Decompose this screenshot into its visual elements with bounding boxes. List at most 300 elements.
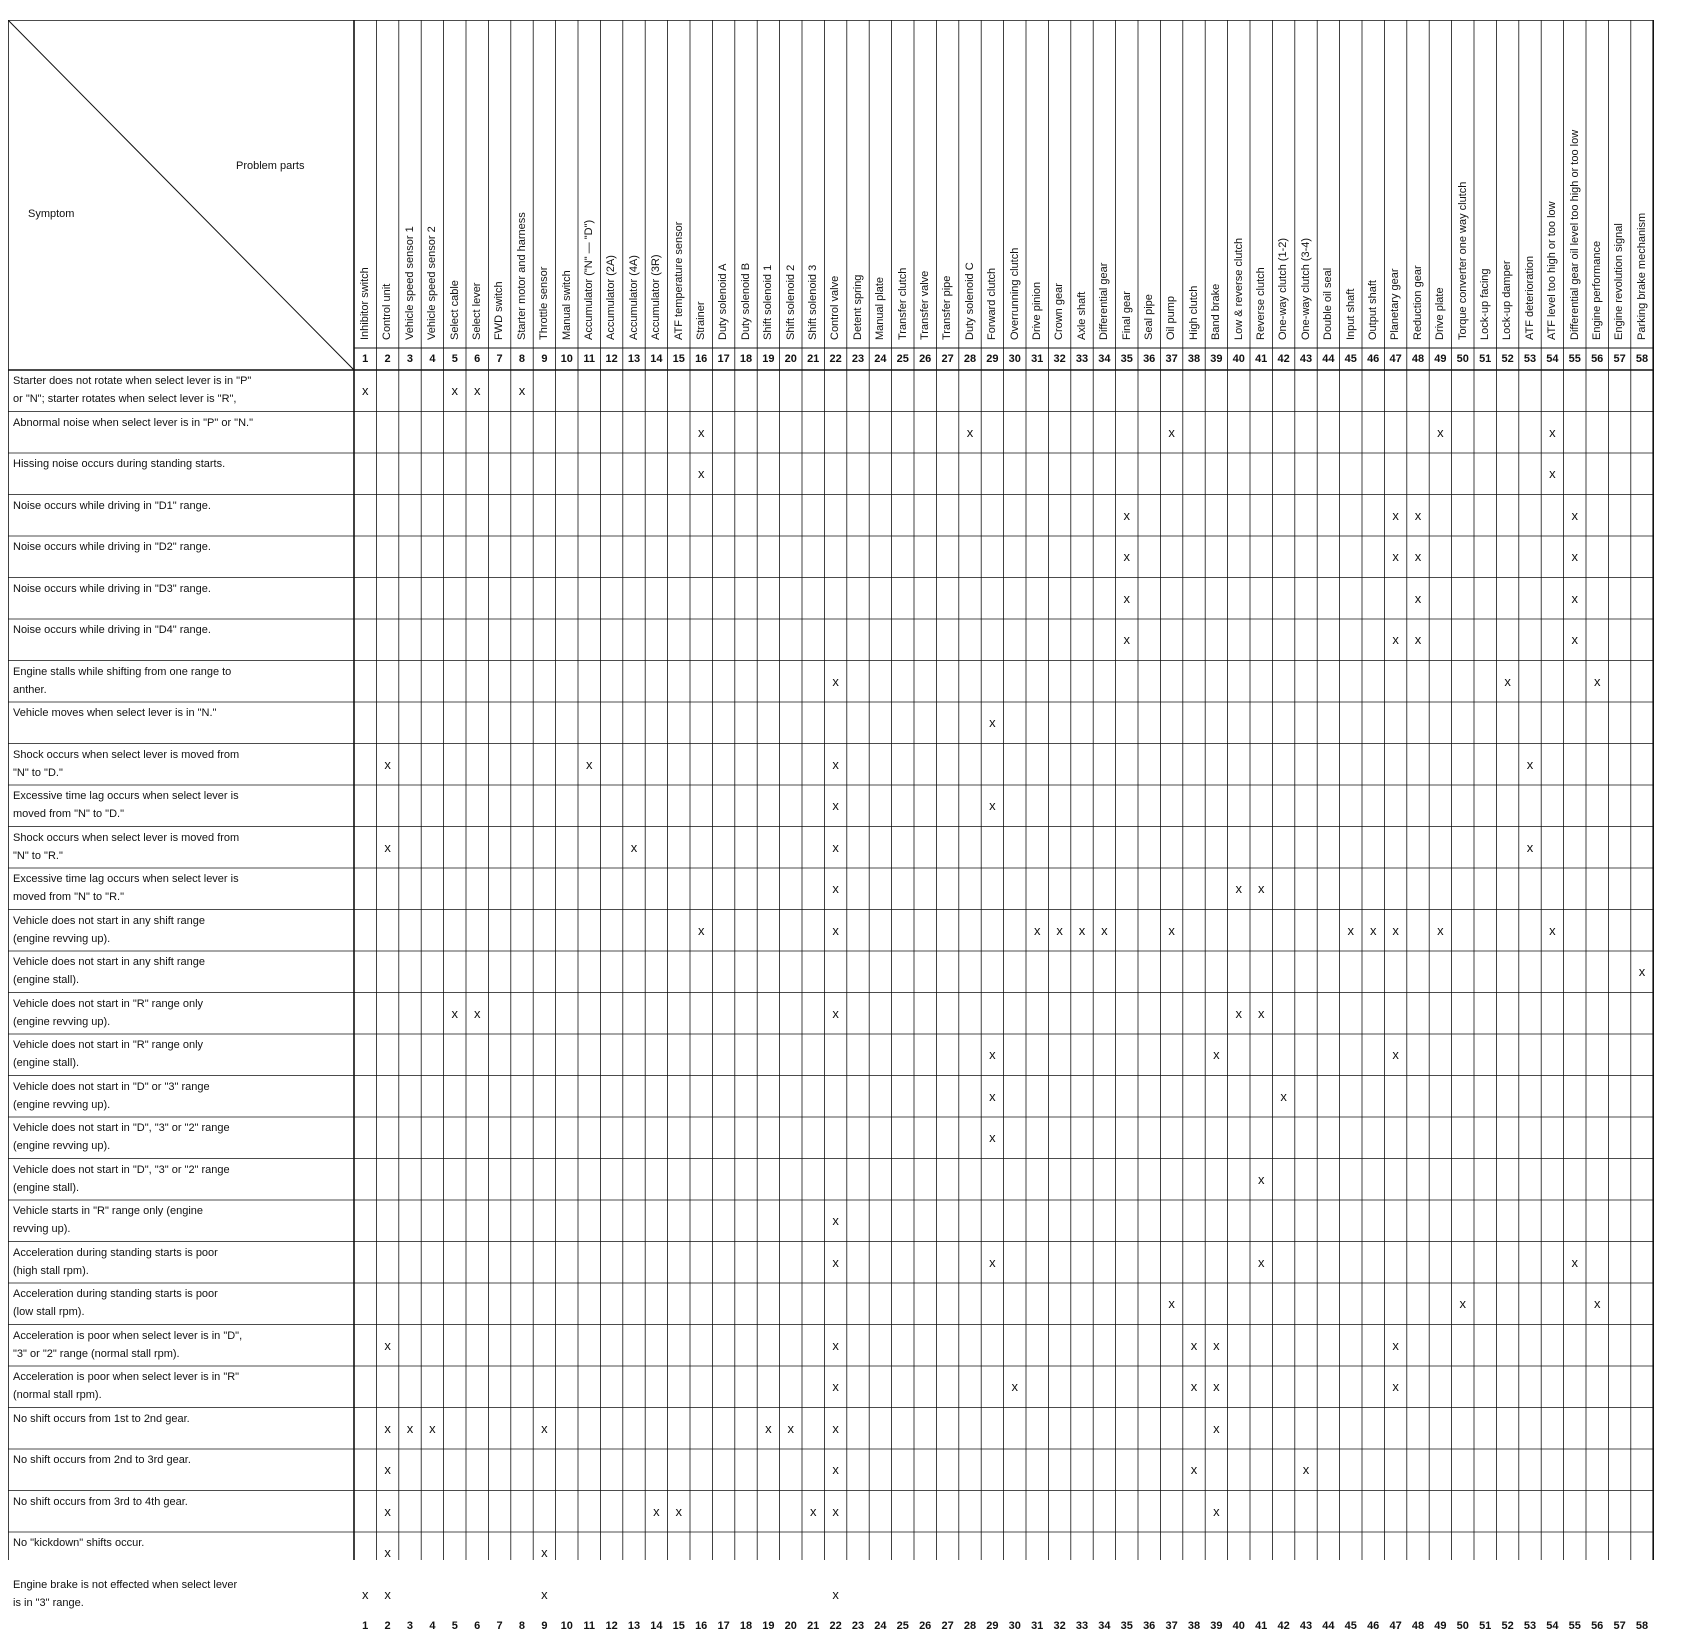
part-name: Select cable bbox=[448, 280, 461, 340]
part-name: Duty solenoid A bbox=[717, 263, 730, 340]
symptom-header: Symptom bbox=[28, 208, 75, 220]
cause-mark: x bbox=[989, 798, 996, 813]
cause-mark: x bbox=[518, 383, 526, 398]
part-name: FWD switch bbox=[493, 281, 506, 340]
cause-mark: x bbox=[1168, 922, 1175, 938]
part-name: ATF temperature sensor bbox=[672, 221, 685, 340]
column-number: 47 bbox=[1389, 353, 1402, 365]
cause-mark: x bbox=[1526, 756, 1534, 772]
footer-column-number: 34 bbox=[1098, 1620, 1111, 1632]
part-name: Input shaft bbox=[1344, 288, 1357, 340]
column-number: 58 bbox=[1635, 353, 1649, 365]
footer-column-number: 37 bbox=[1165, 1620, 1178, 1632]
symptom-text: No "kickdown" shifts occur. bbox=[13, 1537, 145, 1549]
cause-mark: x bbox=[1571, 549, 1579, 564]
column-number: 33 bbox=[1075, 353, 1089, 365]
footer-column-number: 53 bbox=[1523, 1620, 1537, 1632]
part-name: Differential gear oil level too high or too low bbox=[1568, 129, 1581, 340]
cause-mark: x bbox=[585, 756, 593, 772]
footer-column-number: 10 bbox=[560, 1620, 573, 1632]
symptom-text: Noise occurs while driving in "D3" range. bbox=[13, 582, 211, 595]
cause-mark: x bbox=[1302, 1462, 1310, 1477]
cause-mark: x bbox=[1392, 922, 1399, 938]
cause-mark: x bbox=[1459, 1296, 1467, 1311]
column-number: 9 bbox=[541, 353, 548, 365]
footer-column-number: 38 bbox=[1187, 1620, 1201, 1632]
cause-mark: x bbox=[473, 383, 481, 398]
cause-mark: x bbox=[1392, 632, 1399, 647]
part-name: Detent spring bbox=[851, 274, 864, 340]
cause-mark: x bbox=[1190, 1462, 1198, 1477]
symptom-text: Vehicle starts in "R" range only (engine revving up). bbox=[13, 1205, 204, 1235]
footer-column-number: 58 bbox=[1635, 1620, 1649, 1632]
cause-mark: x bbox=[1101, 922, 1108, 938]
cause-mark: x bbox=[1257, 881, 1265, 896]
part-name: Final gear bbox=[1120, 291, 1133, 340]
part-name: ATF level too high or too low bbox=[1546, 201, 1559, 340]
cause-mark: x bbox=[384, 756, 391, 772]
cause-mark: x bbox=[1571, 590, 1579, 606]
footer-column-number: 22 bbox=[829, 1620, 842, 1632]
cause-mark: x bbox=[1056, 922, 1063, 938]
cause-mark: x bbox=[1414, 590, 1422, 606]
footer-column-number: 7 bbox=[496, 1620, 503, 1632]
footer-column-number: 49 bbox=[1434, 1620, 1447, 1632]
cause-mark: x bbox=[832, 839, 839, 855]
column-number: 43 bbox=[1299, 353, 1313, 365]
footer-column-number: 39 bbox=[1210, 1620, 1223, 1632]
column-number: 36 bbox=[1143, 353, 1156, 365]
part-name: Forward clutch bbox=[986, 267, 999, 340]
cause-mark: x bbox=[541, 1586, 548, 1602]
footer-column-number: 41 bbox=[1255, 1620, 1268, 1632]
footer-column-number: 35 bbox=[1120, 1620, 1133, 1632]
cause-mark: x bbox=[989, 1130, 996, 1145]
cause-mark: x bbox=[1347, 922, 1355, 938]
symptom-text: Vehicle does not start in "R" range only (engine revving up). bbox=[13, 997, 204, 1028]
footer-column-number: 33 bbox=[1075, 1620, 1089, 1632]
footer-column-number: 8 bbox=[518, 1620, 526, 1632]
diagnosis-chart bbox=[8, 20, 1678, 1632]
column-number: 24 bbox=[874, 353, 887, 365]
column-number: 53 bbox=[1523, 353, 1537, 365]
cause-mark: x bbox=[1078, 922, 1086, 938]
column-number: 34 bbox=[1098, 353, 1111, 365]
cause-mark: x bbox=[653, 1503, 660, 1519]
part-name: Oil pump bbox=[1165, 295, 1178, 340]
cause-mark: x bbox=[1033, 922, 1041, 938]
cause-mark: x bbox=[1392, 1337, 1399, 1353]
footer-column-number: 12 bbox=[605, 1620, 618, 1632]
part-name: Manual switch bbox=[560, 270, 573, 340]
column-number: 54 bbox=[1546, 353, 1559, 365]
part-name: Inhibitor switch bbox=[359, 267, 371, 340]
part-name: Double oil seal bbox=[1322, 267, 1335, 340]
symptom-text: Excessive time lag occurs when select lever is moved from "N" to "D." bbox=[13, 790, 239, 820]
column-number: 20 bbox=[784, 353, 797, 365]
footer-column-number: 52 bbox=[1501, 1620, 1514, 1632]
cause-mark: x bbox=[832, 1005, 839, 1021]
part-name: Parking brake mechanism bbox=[1635, 212, 1648, 340]
cause-mark: x bbox=[832, 1420, 839, 1436]
cause-mark: x bbox=[1213, 1420, 1220, 1436]
part-name: Starter motor and harness bbox=[515, 212, 528, 340]
column-number: 12 bbox=[605, 353, 618, 365]
cause-mark: x bbox=[1123, 632, 1131, 647]
symptom-text: Starter does not rotate when select lever is in "P" or "N"; starter rotates when select lever is "R", bbox=[13, 375, 252, 405]
part-name: Lock-up facing bbox=[1479, 268, 1491, 340]
symptom-text: Acceleration is poor when select lever is in "R" (normal stall rpm). bbox=[13, 1371, 240, 1401]
cause-mark: x bbox=[361, 1586, 369, 1602]
footer-column-number: 2 bbox=[384, 1620, 391, 1632]
cause-mark: x bbox=[1168, 1296, 1175, 1311]
footer-column-number: 1 bbox=[362, 1620, 369, 1632]
part-name: Control valve bbox=[829, 275, 842, 340]
cause-mark: x bbox=[832, 1379, 839, 1394]
cause-mark: x bbox=[1213, 1503, 1220, 1519]
cause-mark: x bbox=[832, 1213, 839, 1228]
part-name: Output shaft bbox=[1367, 280, 1379, 340]
column-number: 19 bbox=[762, 353, 775, 365]
footer-column-number: 43 bbox=[1299, 1620, 1313, 1632]
symptom-text: Noise occurs while driving in "D4" range. bbox=[13, 624, 211, 636]
column-number: 1 bbox=[362, 353, 369, 365]
part-name: Planetary gear bbox=[1389, 268, 1402, 340]
column-number: 7 bbox=[496, 353, 503, 365]
cause-mark: x bbox=[832, 798, 839, 813]
cause-mark: x bbox=[832, 756, 839, 772]
column-number: 38 bbox=[1187, 353, 1201, 365]
part-name: Overrunning clutch bbox=[1008, 247, 1021, 340]
symptom-text: Acceleration during standing starts is poor (high stall rpm). bbox=[13, 1246, 218, 1277]
part-name: Drive plate bbox=[1434, 287, 1447, 340]
footer-column-number: 31 bbox=[1031, 1620, 1044, 1632]
cause-mark: x bbox=[989, 1254, 996, 1270]
footer-column-number: 11 bbox=[583, 1620, 596, 1632]
header-diagonal bbox=[8, 20, 354, 370]
cause-mark: x bbox=[1392, 507, 1399, 523]
column-number: 16 bbox=[695, 353, 708, 365]
footer-column-number: 28 bbox=[963, 1620, 977, 1632]
footer-column-number: 19 bbox=[762, 1620, 775, 1632]
cause-mark: x bbox=[1280, 1088, 1287, 1104]
part-name: Reduction gear bbox=[1411, 265, 1424, 340]
cause-mark: x bbox=[765, 1420, 772, 1436]
cause-mark: x bbox=[1549, 424, 1556, 440]
cause-mark: x bbox=[832, 1462, 839, 1477]
cause-mark: x bbox=[832, 1586, 839, 1602]
column-number: 56 bbox=[1591, 353, 1604, 365]
problem-parts-header: Problem parts bbox=[236, 160, 305, 172]
symptom-text: Engine stalls while shifting from one range to anther. bbox=[13, 665, 232, 696]
cause-mark: x bbox=[1392, 1047, 1399, 1062]
cause-mark: x bbox=[541, 1545, 548, 1560]
column-number: 31 bbox=[1031, 353, 1044, 365]
part-name: Band brake bbox=[1210, 283, 1223, 340]
cause-mark: x bbox=[1190, 1379, 1198, 1394]
cause-mark: x bbox=[384, 1462, 391, 1477]
column-number: 28 bbox=[963, 353, 977, 365]
cause-mark: x bbox=[1123, 549, 1131, 564]
symptom-text: Vehicle does not start in any shift range (engine stall). bbox=[13, 956, 206, 986]
column-number: 41 bbox=[1255, 353, 1268, 365]
footer-column-number: 54 bbox=[1546, 1620, 1559, 1632]
symptom-text: Shock occurs when select lever is moved from "N" to "D." bbox=[13, 748, 240, 779]
part-name: Seal pipe bbox=[1143, 294, 1155, 340]
cause-mark: x bbox=[989, 1047, 996, 1062]
cause-mark: x bbox=[1504, 673, 1511, 689]
footer-column-number: 56 bbox=[1591, 1620, 1604, 1632]
cause-mark: x bbox=[1437, 922, 1444, 938]
part-name: Reverse clutch bbox=[1255, 267, 1267, 340]
footer-column-number: 3 bbox=[406, 1620, 414, 1632]
column-number: 21 bbox=[807, 353, 820, 365]
part-name: Shift solenoid 2 bbox=[784, 264, 797, 340]
cause-mark: x bbox=[832, 922, 839, 938]
cause-mark: x bbox=[697, 424, 705, 440]
cause-mark: x bbox=[1593, 673, 1601, 689]
column-number: 10 bbox=[560, 353, 573, 365]
cause-mark: x bbox=[1638, 964, 1646, 979]
cause-mark: x bbox=[1593, 1296, 1601, 1311]
cause-mark: x bbox=[1011, 1379, 1019, 1394]
cause-mark: x bbox=[675, 1503, 683, 1519]
footer-column-number: 47 bbox=[1389, 1620, 1402, 1632]
cause-mark: x bbox=[451, 383, 459, 398]
column-number: 35 bbox=[1120, 353, 1133, 365]
column-number: 6 bbox=[474, 353, 481, 365]
column-number: 39 bbox=[1210, 353, 1223, 365]
footer-column-number: 50 bbox=[1456, 1620, 1469, 1632]
part-name: Strainer bbox=[695, 301, 707, 340]
footer-column-number: 57 bbox=[1613, 1620, 1626, 1632]
cause-mark: x bbox=[989, 1088, 996, 1104]
part-name: Select lever bbox=[471, 282, 483, 340]
footer-column-number: 55 bbox=[1568, 1620, 1581, 1632]
column-number: 26 bbox=[919, 353, 932, 365]
part-name: Accumulator (4A) bbox=[627, 255, 640, 340]
cause-mark: x bbox=[1190, 1337, 1198, 1353]
footer-column-number: 45 bbox=[1344, 1620, 1357, 1632]
cause-mark: x bbox=[384, 1586, 391, 1602]
column-number: 44 bbox=[1322, 353, 1335, 365]
cause-mark: x bbox=[1437, 424, 1444, 440]
part-name: Axle shaft bbox=[1075, 291, 1088, 340]
column-number: 22 bbox=[829, 353, 842, 365]
column-number: 48 bbox=[1411, 353, 1425, 365]
column-number: 52 bbox=[1501, 353, 1514, 365]
footer-column-number: 44 bbox=[1322, 1620, 1335, 1632]
part-name: Transfer clutch bbox=[896, 267, 909, 340]
footer-column-number: 42 bbox=[1277, 1620, 1290, 1632]
footer-column-number: 20 bbox=[784, 1620, 797, 1632]
symptom-text: Hissing noise occurs during standing starts. bbox=[13, 458, 226, 470]
part-name: Lock-up damper bbox=[1501, 260, 1514, 340]
cause-mark: x bbox=[451, 1005, 459, 1021]
symptom-text: Vehicle does not start in "R" range only (engine stall). bbox=[13, 1039, 204, 1069]
part-name: Drive pinion bbox=[1031, 281, 1043, 340]
footer-column-number: 9 bbox=[541, 1620, 548, 1632]
part-name: Manual plate bbox=[874, 277, 887, 340]
cause-mark: x bbox=[1414, 632, 1422, 647]
part-name: Differential gear bbox=[1098, 262, 1111, 340]
column-number: 30 bbox=[1008, 353, 1021, 365]
cause-mark: x bbox=[1213, 1379, 1220, 1394]
footer-column-number: 48 bbox=[1411, 1620, 1425, 1632]
footer-column-number: 18 bbox=[739, 1620, 753, 1632]
part-name: Crown gear bbox=[1053, 283, 1066, 340]
cause-mark: x bbox=[1526, 839, 1534, 855]
cause-mark: x bbox=[832, 1254, 839, 1270]
column-number: 29 bbox=[986, 353, 999, 365]
cause-mark: x bbox=[1257, 1254, 1265, 1270]
cause-mark: x bbox=[384, 1503, 391, 1519]
column-number: 25 bbox=[896, 353, 909, 365]
cause-mark: x bbox=[1257, 1005, 1265, 1021]
symptom-text: No shift occurs from 2nd to 3rd gear. bbox=[13, 1454, 191, 1466]
cause-mark: x bbox=[1235, 881, 1243, 896]
column-number: 40 bbox=[1232, 353, 1245, 365]
part-name: Accumulator (2A) bbox=[605, 255, 618, 340]
footer-column-number: 21 bbox=[807, 1620, 820, 1632]
column-number: 11 bbox=[583, 353, 596, 365]
cause-mark: x bbox=[1168, 424, 1175, 440]
column-number: 14 bbox=[650, 353, 663, 365]
cause-mark: x bbox=[1571, 632, 1579, 647]
symptom-text: Excessive time lag occurs when select lever is moved from "N" to "R." bbox=[13, 873, 239, 903]
column-number: 57 bbox=[1613, 353, 1626, 365]
cause-mark: x bbox=[832, 1503, 839, 1519]
column-number: 46 bbox=[1367, 353, 1380, 365]
footer-column-number: 51 bbox=[1479, 1620, 1492, 1632]
footer-column-number: 14 bbox=[650, 1620, 663, 1632]
cause-mark: x bbox=[1414, 507, 1422, 523]
symptom-text: Abnormal noise when select lever is in "P" or "N." bbox=[13, 416, 253, 429]
footer-column-number: 4 bbox=[429, 1620, 436, 1632]
part-name: One-way clutch (3-4) bbox=[1299, 237, 1312, 340]
cause-mark: x bbox=[1123, 590, 1131, 606]
cause-mark: x bbox=[384, 839, 391, 855]
symptom-text: Acceleration during standing starts is poor (low stall rpm). bbox=[13, 1288, 218, 1318]
symptom-text: No shift occurs from 3rd to 4th gear. bbox=[13, 1495, 188, 1508]
column-number: 23 bbox=[851, 353, 865, 365]
part-name: High clutch bbox=[1187, 285, 1200, 340]
column-number: 55 bbox=[1568, 353, 1581, 365]
cause-mark: x bbox=[832, 673, 839, 689]
column-number: 8 bbox=[518, 353, 526, 365]
part-name: Engine performance bbox=[1591, 240, 1603, 340]
column-number: 49 bbox=[1434, 353, 1447, 365]
column-number: 2 bbox=[384, 353, 391, 365]
part-name: Vehicle speed sensor 1 bbox=[403, 226, 416, 340]
cause-mark: x bbox=[406, 1420, 414, 1436]
cause-mark: x bbox=[1392, 549, 1399, 564]
footer-column-number: 5 bbox=[451, 1620, 458, 1632]
cause-mark: x bbox=[966, 424, 974, 440]
cause-mark: x bbox=[384, 1420, 391, 1436]
cause-mark: x bbox=[809, 1503, 817, 1519]
column-number: 42 bbox=[1277, 353, 1290, 365]
footer-column-number: 16 bbox=[695, 1620, 708, 1632]
part-name: Duty solenoid C bbox=[963, 262, 976, 340]
symptom-text: Shock occurs when select lever is moved from "N" to "R." bbox=[13, 831, 240, 862]
cause-mark: x bbox=[787, 1420, 795, 1436]
cause-mark: x bbox=[832, 1337, 839, 1353]
part-name: Duty solenoid B bbox=[739, 262, 752, 340]
cause-mark: x bbox=[989, 715, 996, 730]
cause-mark: x bbox=[1549, 466, 1556, 481]
column-number: 45 bbox=[1344, 353, 1357, 365]
cause-mark: x bbox=[1257, 1171, 1265, 1187]
cause-mark: x bbox=[1414, 549, 1422, 564]
footer-column-number: 27 bbox=[941, 1620, 954, 1632]
symptom-text: Vehicle moves when select lever is in "N." bbox=[13, 707, 217, 719]
part-name: Accumulator ("N" — "D") bbox=[583, 219, 595, 340]
part-name: Shift solenoid 3 bbox=[807, 264, 819, 340]
cause-mark: x bbox=[1392, 1379, 1399, 1394]
part-name: Accumulator (3R) bbox=[650, 254, 663, 340]
cause-mark: x bbox=[384, 1545, 391, 1560]
cause-mark: x bbox=[1235, 1005, 1243, 1021]
footer-column-number: 24 bbox=[874, 1620, 887, 1632]
column-number: 13 bbox=[627, 353, 641, 365]
symptom-text: No shift occurs from 1st to 2nd gear. bbox=[13, 1412, 190, 1425]
footer-column-number: 13 bbox=[627, 1620, 641, 1632]
column-number: 37 bbox=[1165, 353, 1178, 365]
cause-mark: x bbox=[697, 466, 705, 481]
cause-mark: x bbox=[1213, 1047, 1220, 1062]
symptom-text: Acceleration is poor when select lever is in "D", "3" or "2" range (normal stall rpm). bbox=[13, 1329, 243, 1360]
symptom-text: Vehicle does not start in any shift range (engine revving up). bbox=[13, 914, 206, 945]
cause-mark: x bbox=[630, 839, 638, 855]
cause-mark: x bbox=[1213, 1337, 1220, 1353]
part-name: Torque converter one way clutch bbox=[1456, 181, 1469, 340]
cause-mark: x bbox=[832, 881, 839, 896]
symptom-text: Vehicle does not start in "D", "3" or "2" range (engine revving up). bbox=[13, 1122, 230, 1152]
column-number: 50 bbox=[1456, 353, 1469, 365]
cause-mark: x bbox=[1123, 507, 1131, 523]
part-name: Shift solenoid 1 bbox=[762, 264, 775, 340]
symptom-text: Noise occurs while driving in "D1" range. bbox=[13, 499, 211, 512]
part-name: Control unit bbox=[381, 283, 394, 340]
cause-mark: x bbox=[1369, 922, 1377, 938]
part-name: Engine revolution signal bbox=[1613, 223, 1626, 340]
cause-mark: x bbox=[697, 922, 705, 938]
part-name: ATF deterioration bbox=[1523, 255, 1536, 340]
cause-mark: x bbox=[1549, 922, 1556, 938]
footer-column-number: 32 bbox=[1053, 1620, 1066, 1632]
part-name: Transfer valve bbox=[919, 270, 931, 340]
column-number: 5 bbox=[451, 353, 458, 365]
footer-column-number: 15 bbox=[672, 1620, 685, 1632]
column-number: 3 bbox=[406, 353, 414, 365]
part-name: One-way clutch (1-2) bbox=[1277, 237, 1290, 340]
cause-mark: x bbox=[1571, 507, 1579, 523]
footer-column-number: 46 bbox=[1367, 1620, 1380, 1632]
footer-column-number: 29 bbox=[986, 1620, 999, 1632]
footer-column-number: 30 bbox=[1008, 1620, 1021, 1632]
column-number: 51 bbox=[1479, 353, 1492, 365]
cause-mark: x bbox=[361, 383, 369, 398]
symptom-text: Noise occurs while driving in "D2" range. bbox=[13, 541, 211, 553]
cause-mark: x bbox=[473, 1005, 481, 1021]
footer-column-number: 36 bbox=[1143, 1620, 1156, 1632]
column-number: 27 bbox=[941, 353, 954, 365]
column-number: 32 bbox=[1053, 353, 1066, 365]
symptom-text: Vehicle does not start in "D" or "3" range (engine revving up). bbox=[13, 1080, 210, 1111]
part-name: Vehicle speed sensor 2 bbox=[426, 226, 439, 340]
symptom-text: Engine brake is not effected when select lever is in "3" range. bbox=[13, 1578, 238, 1609]
